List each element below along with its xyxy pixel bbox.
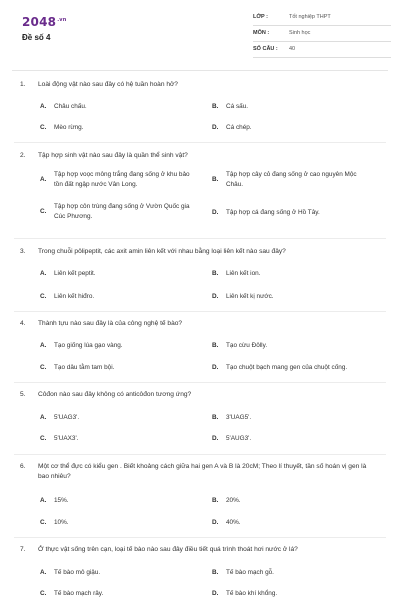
question-stem: 3. Trong chuỗi pôlipeptit, các axit amin liên kết với nhau bằng loại liên kết nào sau đây?	[20, 248, 286, 255]
option-b[interactable]: B. Tập hợp cây cỏ đang sống ở cao nguyên Mộc Châu.	[212, 171, 357, 188]
question-stem: 6. Một cơ thể đực có kiểu gen . Biết khoảng cách giữa hai gen A và B là 20cM; Theo lí thuyết, tần số hoán vị gen là bao nhiêu?	[20, 463, 367, 480]
exam-header	[0, 0, 400, 64]
meta-divider	[253, 41, 391, 42]
option-c[interactable]: C. Tập hợp côn trùng đang sống ở Vườn Quốc gia Cúc Phương.	[40, 203, 190, 220]
option-b[interactable]: B. 20%.	[212, 497, 241, 505]
option-a[interactable]: A. Tạo giống lúa gạo vàng.	[40, 342, 123, 350]
option-d[interactable]: D. 5'AUG3'.	[212, 435, 252, 443]
question-stem: 1. Loài động vật nào sau đây có hệ tuần hoàn hở?	[20, 81, 178, 88]
option-d[interactable]: D. Liên kết kị nước.	[212, 293, 274, 301]
meta-subject: MÔN : Sinh học	[253, 30, 311, 36]
question-divider	[14, 537, 386, 538]
question-divider	[14, 382, 386, 383]
option-d[interactable]: D. Tạo chuột bạch mang gen của chuột cống.	[212, 364, 348, 372]
option-a[interactable]: A. Châu chấu.	[40, 103, 87, 111]
meta-class: LỚP : Tốt nghiệp THPT	[253, 14, 331, 20]
exam-title: Đề số 4	[22, 33, 51, 42]
option-b[interactable]: B. Tế bào mạch gỗ.	[212, 569, 274, 577]
option-c[interactable]: C. Tế bào mạch rây.	[40, 590, 104, 598]
question-stem: 2. Tập hợp sinh vật nào sau đây là quần thể sinh vật?	[20, 152, 188, 159]
option-c[interactable]: C. 10%.	[40, 519, 69, 527]
option-d[interactable]: D. Tế bào khí khổng.	[212, 590, 278, 598]
option-a[interactable]: A. Tế bào mô giậu.	[40, 569, 101, 577]
option-c[interactable]: C. Liên kết hiđro.	[40, 293, 95, 301]
option-d[interactable]: D. Tập hợp cá đang sống ở Hồ Tây.	[212, 209, 320, 217]
option-d[interactable]: D. 40%.	[212, 519, 241, 527]
question-stem: 7. Ở thực vật sống trên cạn, loại tế bào nào sau đây điều tiết quá trình thoát hơi nước ở lá?	[20, 546, 298, 553]
option-c[interactable]: C. Tạo dâu tằm tam bội.	[40, 364, 115, 372]
option-a[interactable]: A. Tập hợp voọc mông trắng đang sống ở khu bảo tồn đất ngập nước Vân Long.	[40, 171, 190, 188]
question-divider	[14, 142, 386, 143]
header-divider	[12, 70, 388, 71]
question-divider	[14, 238, 386, 239]
meta-question-count: SỐ CÂU : 40	[253, 46, 296, 52]
question-divider	[14, 454, 386, 455]
option-c[interactable]: C. 5'UAX3'.	[40, 435, 79, 443]
option-b[interactable]: B. 3'UAG5'.	[212, 414, 252, 422]
option-a[interactable]: A. Liên kết peptit.	[40, 270, 96, 278]
option-d[interactable]: D. Cá chép.	[212, 124, 252, 132]
option-a[interactable]: A. 15%.	[40, 497, 69, 505]
option-b[interactable]: B. Cá sấu.	[212, 103, 249, 111]
option-c[interactable]: C. Mèo rừng.	[40, 124, 84, 132]
question-stem: 5. Côđon nào sau đây không có anticôđon tương ứng?	[20, 391, 192, 398]
question-stem: 4. Thành tựu nào sau đây là của công nghệ tế bào?	[20, 320, 183, 327]
meta-divider	[253, 25, 391, 26]
site-logo[interactable]: $2048^{.vn}$	[22, 15, 67, 29]
option-b[interactable]: B. Tạo cừu Đôlly.	[212, 342, 268, 350]
option-a[interactable]: A. 5'UAG3'.	[40, 414, 80, 422]
option-b[interactable]: B. Liên kết ion.	[212, 270, 261, 278]
question-divider	[14, 311, 386, 312]
meta-divider	[253, 57, 391, 58]
